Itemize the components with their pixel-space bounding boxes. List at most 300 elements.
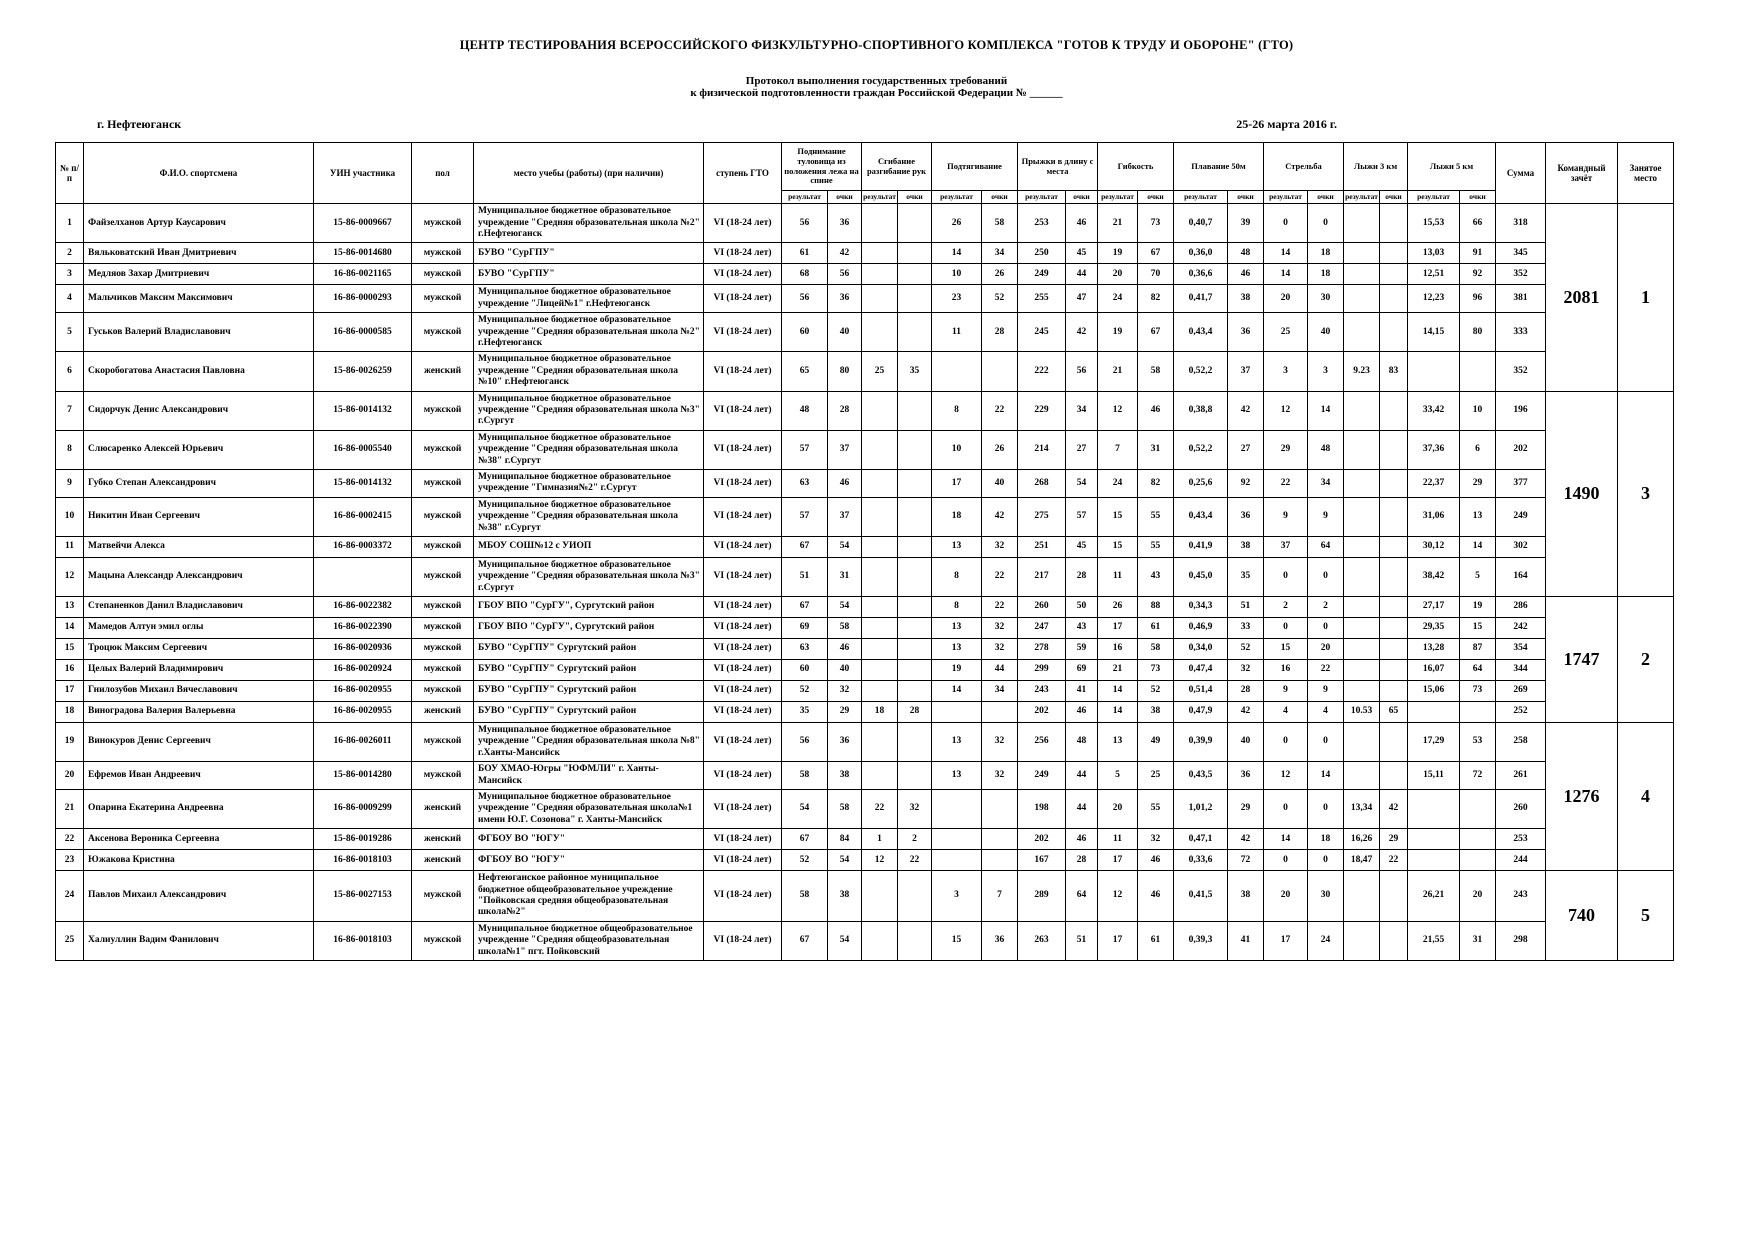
discipline-header-7: Стрельба [1264,143,1344,191]
cell-points: 7 [982,871,1018,922]
cell-gender: мужской [412,597,474,618]
cell-points: 46 [828,639,862,660]
cell-name: Гуськов Валерий Владиславович [84,313,314,352]
cell-points: 73 [1138,204,1174,243]
athlete-row [56,497,1674,536]
cell-name: Матвейчи Алекса [84,536,314,557]
cell-uin [314,557,412,596]
cell-result: 11 [932,313,982,352]
cell-points: 38 [828,871,862,922]
cell-points: 48 [1308,430,1344,469]
cell-points: 28 [1228,681,1264,702]
cell-name: Файзелханов Артур Каусарович [84,204,314,243]
cell-points: 28 [828,391,862,430]
cell-result: 12 [1098,391,1138,430]
cell-sum: 243 [1496,871,1546,922]
cell-points: 82 [1138,285,1174,313]
cell-points: 52 [1138,681,1174,702]
cell-points: 22 [982,597,1018,618]
cell-points: 46 [828,469,862,497]
discipline-header-2: Сгибание разгибание рук [862,143,932,191]
cell-points: 36 [828,285,862,313]
cell-points: 46 [1138,391,1174,430]
cell-name: Южакова Кристина [84,850,314,871]
cell-result: 0 [1264,723,1308,762]
cell-result [932,702,982,723]
cell-points: 0 [1308,204,1344,243]
cell-points: 36 [1228,762,1264,790]
cell-points: 4 [1308,702,1344,723]
subheader-result: результат [932,191,982,204]
cell-num: 19 [56,723,84,762]
cell-points: 44 [1066,264,1098,285]
cell-result: 198 [1018,790,1066,829]
place-cell: 3 [1618,391,1674,596]
cell-result [862,921,898,960]
cell-points: 18 [1308,243,1344,264]
cell-result [862,660,898,681]
cell-name: Халиуллин Вадим Фанилович [84,921,314,960]
cell-result: 26 [932,204,982,243]
cell-school: Муниципальное бюджетное образовательное учреждение "Лицей№1" г.Нефтеюганск [474,285,704,313]
cell-result: 25 [1264,313,1308,352]
cell-points: 2 [1308,597,1344,618]
cell-result: 0,46,9 [1174,618,1228,639]
cell-points: 51 [1066,921,1098,960]
cell-num: 5 [56,313,84,352]
cell-points: 61 [1138,921,1174,960]
meta-row [97,117,1337,132]
cell-school: БУВО "СурГПУ" [474,243,704,264]
cell-gender: мужской [412,497,474,536]
cell-uin: 15-86-0014680 [314,243,412,264]
cell-uin: 16-86-0002415 [314,497,412,536]
cell-result: 37,36 [1408,430,1460,469]
athlete-row [56,723,1674,762]
cell-sum: 298 [1496,921,1546,960]
cell-result: 7 [1098,430,1138,469]
cell-points [1380,762,1408,790]
discipline-header-5: Гибкость [1098,143,1174,191]
cell-num: 11 [56,536,84,557]
cell-name: Медляов Захар Дмитриевич [84,264,314,285]
cell-points [898,639,932,660]
cell-gender: мужской [412,430,474,469]
cell-result [1344,921,1380,960]
cell-points: 67 [1138,243,1174,264]
cell-result [1344,313,1380,352]
cell-school: Муниципальное бюджетное образовательное учреждение "Гимназия№2" г.Сургут [474,469,704,497]
cell-result: 13 [932,618,982,639]
cell-result: 0,43,5 [1174,762,1228,790]
cell-points: 57 [1066,497,1098,536]
col-header-school: место учебы (работы) (при наличии) [474,143,704,204]
subheader-result: результат [1264,191,1308,204]
document-subtitle-2: к физической подготовленности граждан Российской Федерации № ______ [690,87,1063,99]
cell-name: Вяльковатский Иван Дмитриевич [84,243,314,264]
col-header-sum: Сумма [1496,143,1546,204]
cell-result: 0,38,8 [1174,391,1228,430]
cell-gender: мужской [412,723,474,762]
cell-result: 58 [782,871,828,922]
cell-school: Муниципальное бюджетное образовательное учреждение "Средняя образовательная школа №3" г.Сургут [474,557,704,596]
cell-points [1460,850,1496,871]
cell-result: 60 [782,660,828,681]
cell-result [932,850,982,871]
cell-result: 0,43,4 [1174,497,1228,536]
cell-result: 249 [1018,264,1066,285]
cell-gender: мужской [412,264,474,285]
cell-num: 17 [56,681,84,702]
subheader-result: результат [1098,191,1138,204]
cell-result: 17 [1098,850,1138,871]
cell-school: Муниципальное бюджетное образовательное учреждение "Средняя образовательная школа №10" г.Нефтеюганск [474,352,704,391]
cell-result: 14 [1264,264,1308,285]
cell-points: 40 [828,313,862,352]
cell-result: 19 [1098,243,1138,264]
cell-num: 12 [56,557,84,596]
cell-points: 38 [1138,702,1174,723]
cell-name: Троцюк Максим Сергеевич [84,639,314,660]
cell-points [1380,430,1408,469]
cell-gender: мужской [412,469,474,497]
cell-result: 31,06 [1408,497,1460,536]
header-row-main [56,143,1674,191]
cell-result: 0,39,3 [1174,921,1228,960]
cell-gender: женский [412,702,474,723]
place-cell: 2 [1618,597,1674,723]
subheader-result: результат [1408,191,1460,204]
cell-num: 18 [56,702,84,723]
cell-points: 46 [1138,850,1174,871]
cell-sum: 261 [1496,762,1546,790]
cell-school: Муниципальное бюджетное образовательное учреждение "Средняя образовательная школа №38" г.Сургут [474,497,704,536]
cell-points: 36 [828,204,862,243]
cell-result: 0,47,9 [1174,702,1228,723]
cell-result: 14,15 [1408,313,1460,352]
cell-result: 67 [782,829,828,850]
cell-stage: VI (18-24 лет) [704,557,782,596]
cell-points: 22 [1308,660,1344,681]
athlete-row [56,285,1674,313]
cell-uin: 16-86-0009299 [314,790,412,829]
cell-result: 35 [782,702,828,723]
cell-points: 65 [1380,702,1408,723]
cell-result [1344,243,1380,264]
cell-school: Муниципальное бюджетное образовательное учреждение "Средняя образовательная школа №2" г.Нефтеюганск [474,313,704,352]
cell-result [932,829,982,850]
cell-result [862,639,898,660]
cell-sum: 352 [1496,352,1546,391]
col-header-team: Командный зачёт [1546,143,1618,204]
cell-points: 14 [1308,762,1344,790]
cell-points: 29 [1228,790,1264,829]
cell-points: 30 [1308,285,1344,313]
cell-result: 23 [932,285,982,313]
cell-gender: женский [412,850,474,871]
cell-points: 14 [1308,391,1344,430]
cell-result [1344,469,1380,497]
cell-stage: VI (18-24 лет) [704,204,782,243]
cell-points: 0 [1308,790,1344,829]
cell-points: 32 [1138,829,1174,850]
cell-points: 44 [1066,762,1098,790]
cell-result: 17 [1264,921,1308,960]
cell-result: 15,11 [1408,762,1460,790]
cell-result: 9 [1264,497,1308,536]
cell-result: 260 [1018,597,1066,618]
cell-result: 58 [782,762,828,790]
cell-points: 38 [828,762,862,790]
cell-result [862,497,898,536]
cell-result [1344,597,1380,618]
cell-result: 67 [782,597,828,618]
cell-result: 278 [1018,639,1066,660]
cell-result: 0,33,6 [1174,850,1228,871]
cell-result [862,204,898,243]
cell-stage: VI (18-24 лет) [704,264,782,285]
athlete-row [56,762,1674,790]
cell-points: 58 [1138,639,1174,660]
cell-num: 21 [56,790,84,829]
cell-points: 0 [1308,557,1344,596]
cell-result: 13 [1098,723,1138,762]
cell-name: Слюсаренко Алексей Юрьевич [84,430,314,469]
cell-points [1380,557,1408,596]
cell-result [1344,871,1380,922]
cell-points: 91 [1460,243,1496,264]
cell-points: 28 [1066,850,1098,871]
cell-stage: VI (18-24 лет) [704,497,782,536]
cell-result [862,723,898,762]
cell-uin: 16-86-0000585 [314,313,412,352]
cell-points: 37 [1228,352,1264,391]
cell-points: 82 [1138,469,1174,497]
cell-name: Степаненков Данил Владиславович [84,597,314,618]
cell-name: Аксенова Вероника Сергеевна [84,829,314,850]
cell-result [862,391,898,430]
cell-sum: 196 [1496,391,1546,430]
cell-points: 73 [1138,660,1174,681]
cell-stage: VI (18-24 лет) [704,391,782,430]
cell-points: 50 [1066,597,1098,618]
cell-result: 37 [1264,536,1308,557]
athlete-row [56,430,1674,469]
cell-points [1380,313,1408,352]
cell-points: 32 [982,536,1018,557]
cell-points: 54 [828,597,862,618]
cell-points [898,557,932,596]
cell-result: 247 [1018,618,1066,639]
cell-result: 20 [1098,264,1138,285]
cell-school: БОУ ХМАО-Югры "ЮФМЛИ" г. Ханты-Мансийск [474,762,704,790]
cell-name: Опарина Екатерина Андреевна [84,790,314,829]
cell-points: 80 [828,352,862,391]
cell-result [1344,723,1380,762]
cell-stage: VI (18-24 лет) [704,618,782,639]
cell-result: 8 [932,557,982,596]
cell-points: 42 [982,497,1018,536]
cell-result: 14 [1264,243,1308,264]
cell-points: 10 [1460,391,1496,430]
cell-points: 46 [1066,204,1098,243]
cell-points: 64 [1308,536,1344,557]
cell-points: 87 [1460,639,1496,660]
cell-result: 22 [862,790,898,829]
cell-result: 12 [1264,391,1308,430]
athlete-row [56,313,1674,352]
cell-uin: 15-86-0026259 [314,352,412,391]
cell-name: Мамедов Алтун эмил оглы [84,618,314,639]
subheader-points: очки [898,191,932,204]
cell-result: 0,52,2 [1174,430,1228,469]
cell-points: 38 [1228,536,1264,557]
cell-points [898,536,932,557]
cell-sum: 344 [1496,660,1546,681]
cell-points: 32 [982,762,1018,790]
cell-result: 29 [1264,430,1308,469]
cell-result: 68 [782,264,828,285]
cell-result: 24 [1098,285,1138,313]
team-score-cell: 1747 [1546,597,1618,723]
cell-points: 42 [1228,702,1264,723]
cell-gender: женский [412,790,474,829]
cell-points [1380,871,1408,922]
cell-points: 34 [1308,469,1344,497]
cell-uin: 15-86-0027153 [314,871,412,922]
cell-result: 15 [1264,639,1308,660]
cell-result [862,469,898,497]
cell-points: 28 [898,702,932,723]
cell-result [1344,618,1380,639]
cell-result: 56 [782,204,828,243]
cell-points: 80 [1460,313,1496,352]
cell-points: 6 [1460,430,1496,469]
cell-result: 10 [932,264,982,285]
cell-result [1344,762,1380,790]
subheader-points: очки [1308,191,1344,204]
cell-points: 35 [1228,557,1264,596]
cell-result [1344,536,1380,557]
cell-result: 21,55 [1408,921,1460,960]
cell-result: 13 [932,639,982,660]
cell-result: 243 [1018,681,1066,702]
cell-points [898,597,932,618]
cell-uin: 16-86-0020955 [314,702,412,723]
cell-points [1380,264,1408,285]
cell-result: 214 [1018,430,1066,469]
cell-points: 29 [1380,829,1408,850]
cell-points: 19 [1460,597,1496,618]
cell-school: Муниципальное бюджетное образовательное учреждение "Средняя образовательная школа №8" г.Ханты-Мансийск [474,723,704,762]
cell-result [1344,639,1380,660]
cell-school: Муниципальное бюджетное общеобразовательное учреждение "Средняя общеобразовательная школа№1" пгт. Пойковский [474,921,704,960]
cell-result: 14 [1098,702,1138,723]
cell-gender: мужской [412,391,474,430]
cell-num: 4 [56,285,84,313]
cell-num: 9 [56,469,84,497]
cell-result: 57 [782,497,828,536]
cell-result: 12 [862,850,898,871]
cell-points: 13 [1460,497,1496,536]
cell-result: 69 [782,618,828,639]
cell-num: 22 [56,829,84,850]
cell-name: Сидорчук Денис Александрович [84,391,314,430]
cell-result: 63 [782,469,828,497]
cell-points: 69 [1066,660,1098,681]
cell-result: 67 [782,921,828,960]
cell-result [862,557,898,596]
cell-school: БУВО "СурГПУ" Сургутский район [474,681,704,702]
cell-points: 20 [1460,871,1496,922]
cell-sum: 202 [1496,430,1546,469]
cell-result: 0,34,3 [1174,597,1228,618]
cell-name: Мальчиков Максим Максимович [84,285,314,313]
cell-result [862,264,898,285]
athlete-row [56,871,1674,922]
cell-points: 61 [1138,618,1174,639]
cell-result [1408,850,1460,871]
cell-points [1380,497,1408,536]
cell-result: 13,34 [1344,790,1380,829]
cell-name: Мацына Александр Александрович [84,557,314,596]
subheader-result: результат [1018,191,1066,204]
cell-result: 12 [1098,871,1138,922]
cell-result: 13 [932,723,982,762]
cell-name: Целых Валерий Владимирович [84,660,314,681]
cell-result: 18 [932,497,982,536]
cell-num: 16 [56,660,84,681]
cell-school: БУВО "СурГПУ" Сургутский район [474,639,704,660]
city-label: г. Нефтеюганск [97,117,182,131]
cell-num: 1 [56,204,84,243]
cell-uin: 15-86-0019286 [314,829,412,850]
cell-points [1460,790,1496,829]
cell-school: ФГБОУ ВО "ЮГУ" [474,829,704,850]
cell-points: 54 [1066,469,1098,497]
cell-result: 202 [1018,702,1066,723]
cell-result: 15,53 [1408,204,1460,243]
cell-points: 25 [1138,762,1174,790]
cell-points [982,850,1018,871]
cell-result [862,681,898,702]
table-header [56,143,1674,204]
cell-num: 13 [56,597,84,618]
cell-points: 47 [1066,285,1098,313]
cell-sum: 286 [1496,597,1546,618]
cell-points: 35 [898,352,932,391]
cell-result [1344,285,1380,313]
cell-result: 17 [932,469,982,497]
cell-points [898,871,932,922]
cell-points: 92 [1460,264,1496,285]
cell-uin: 16-86-0003372 [314,536,412,557]
cell-points: 22 [1380,850,1408,871]
cell-points: 34 [982,243,1018,264]
cell-result [862,430,898,469]
cell-points: 29 [1460,469,1496,497]
cell-result: 5 [1098,762,1138,790]
cell-sum: 345 [1496,243,1546,264]
cell-result: 16 [1264,660,1308,681]
cell-gender: женский [412,829,474,850]
cell-points: 58 [828,618,862,639]
cell-gender: мужской [412,204,474,243]
cell-points: 36 [828,723,862,762]
discipline-header-9: Лыжи 5 км [1408,143,1496,191]
cell-points: 72 [1460,762,1496,790]
cell-result: 217 [1018,557,1066,596]
